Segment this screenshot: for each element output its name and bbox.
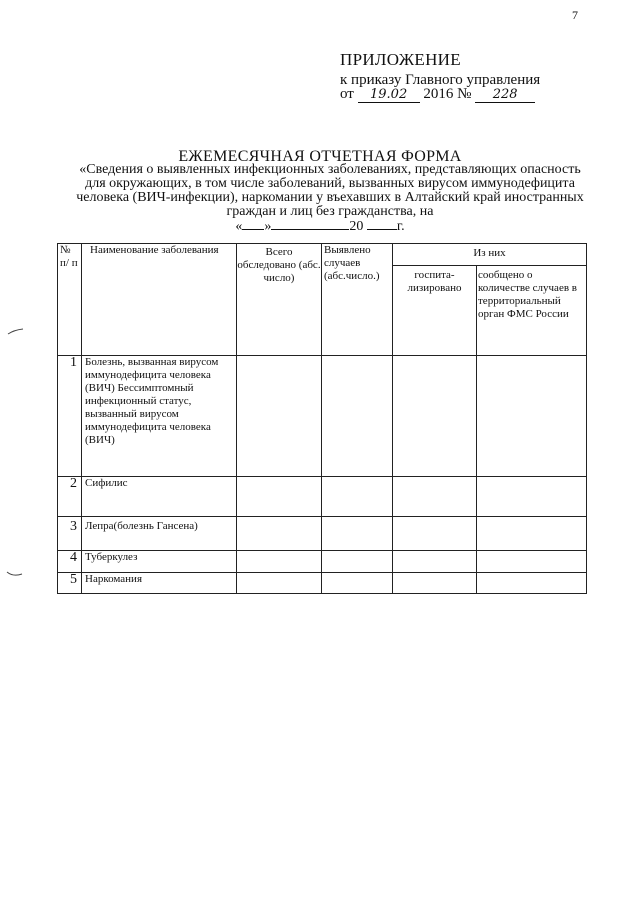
cell-hospitalized bbox=[393, 477, 477, 517]
date-year: 20 bbox=[349, 219, 364, 234]
form-title: ЕЖЕМЕСЯЧНАЯ ОТЧЕТНАЯ ФОРМА bbox=[178, 148, 462, 165]
table-row bbox=[58, 551, 587, 573]
form-date-line bbox=[0, 218, 640, 235]
cell-detected bbox=[322, 356, 393, 477]
margin-mark-icon bbox=[6, 326, 26, 338]
cell-examined bbox=[237, 356, 322, 477]
header-examined: Всего обследовано (абс. число) bbox=[237, 244, 322, 356]
cell-examined bbox=[237, 551, 322, 573]
date-prefix: от bbox=[340, 86, 354, 102]
appendix-date-line bbox=[340, 86, 535, 103]
cell-detected bbox=[322, 573, 393, 594]
disease-name: Сифилис bbox=[82, 477, 237, 517]
cell-hospitalized bbox=[393, 573, 477, 594]
cell-reported bbox=[477, 356, 587, 477]
row-number: 3 bbox=[58, 517, 82, 551]
cell-examined bbox=[237, 573, 322, 594]
table-row bbox=[58, 477, 587, 517]
margin-mark-icon bbox=[5, 568, 25, 580]
disease-name: Лепра(болезнь Гансена) bbox=[82, 517, 237, 551]
header-name: Наименование заболевания bbox=[82, 244, 237, 356]
cell-reported bbox=[477, 551, 587, 573]
header-num: № п/ п bbox=[58, 244, 82, 356]
header-reported: сообщено о количестве случаев в территориальный орган ФМС России bbox=[477, 266, 587, 356]
cell-reported bbox=[477, 477, 587, 517]
cell-hospitalized bbox=[393, 551, 477, 573]
year-blank bbox=[367, 218, 397, 230]
cell-reported bbox=[477, 573, 587, 594]
disease-name: Болезнь, вызванная вирусом иммунодефицита человека (ВИЧ) Бессимптомный инфекционный статус, вызванный вирусом иммунодефицита человека (ВИЧ) bbox=[82, 356, 237, 477]
row-number: 1 bbox=[58, 356, 82, 477]
row-number: 5 bbox=[58, 573, 82, 594]
table-row bbox=[58, 573, 587, 594]
handwritten-number: 228 bbox=[475, 88, 535, 103]
disease-name: Наркомания bbox=[82, 573, 237, 594]
day-blank bbox=[242, 218, 264, 230]
cell-hospitalized bbox=[393, 356, 477, 477]
page-number: 7 bbox=[572, 8, 578, 22]
cell-reported bbox=[477, 517, 587, 551]
cell-detected bbox=[322, 477, 393, 517]
form-description: «Сведения о выявленных инфекционных заболеваниях, представляющих опасность для окружающих, в том числе заболеваний, вызванных вирусом иммунодефицита человека (ВИЧ-инфекции), наркомании у въехавших в Алтайский край иностранных граждан и лиц без гражданства, на bbox=[76, 162, 584, 219]
disease-name: Туберкулез bbox=[82, 551, 237, 573]
appendix-title: ПРИЛОЖЕНИЕ bbox=[340, 50, 461, 69]
appendix-order-line: к приказу Главного управления bbox=[340, 72, 541, 88]
month-blank bbox=[271, 218, 349, 230]
cell-detected bbox=[322, 551, 393, 573]
table-row bbox=[58, 356, 587, 477]
year-text: 2016 № bbox=[423, 86, 472, 102]
report-table bbox=[57, 243, 587, 594]
table-row bbox=[58, 517, 587, 551]
row-number: 4 bbox=[58, 551, 82, 573]
header-detected: Выявлено случаев (абс.число.) bbox=[322, 244, 393, 356]
date-suffix: г. bbox=[396, 219, 405, 234]
cell-examined bbox=[237, 477, 322, 517]
date-open-quote: « bbox=[235, 219, 243, 234]
date-close-quote: » bbox=[264, 219, 272, 234]
cell-examined bbox=[237, 517, 322, 551]
cell-hospitalized bbox=[393, 517, 477, 551]
row-number: 2 bbox=[58, 477, 82, 517]
header-hospitalized: госпита-лизировано bbox=[393, 266, 477, 356]
header-of-them: Из них bbox=[393, 244, 587, 266]
handwritten-date: 19.02 bbox=[358, 88, 420, 103]
cell-detected bbox=[322, 517, 393, 551]
